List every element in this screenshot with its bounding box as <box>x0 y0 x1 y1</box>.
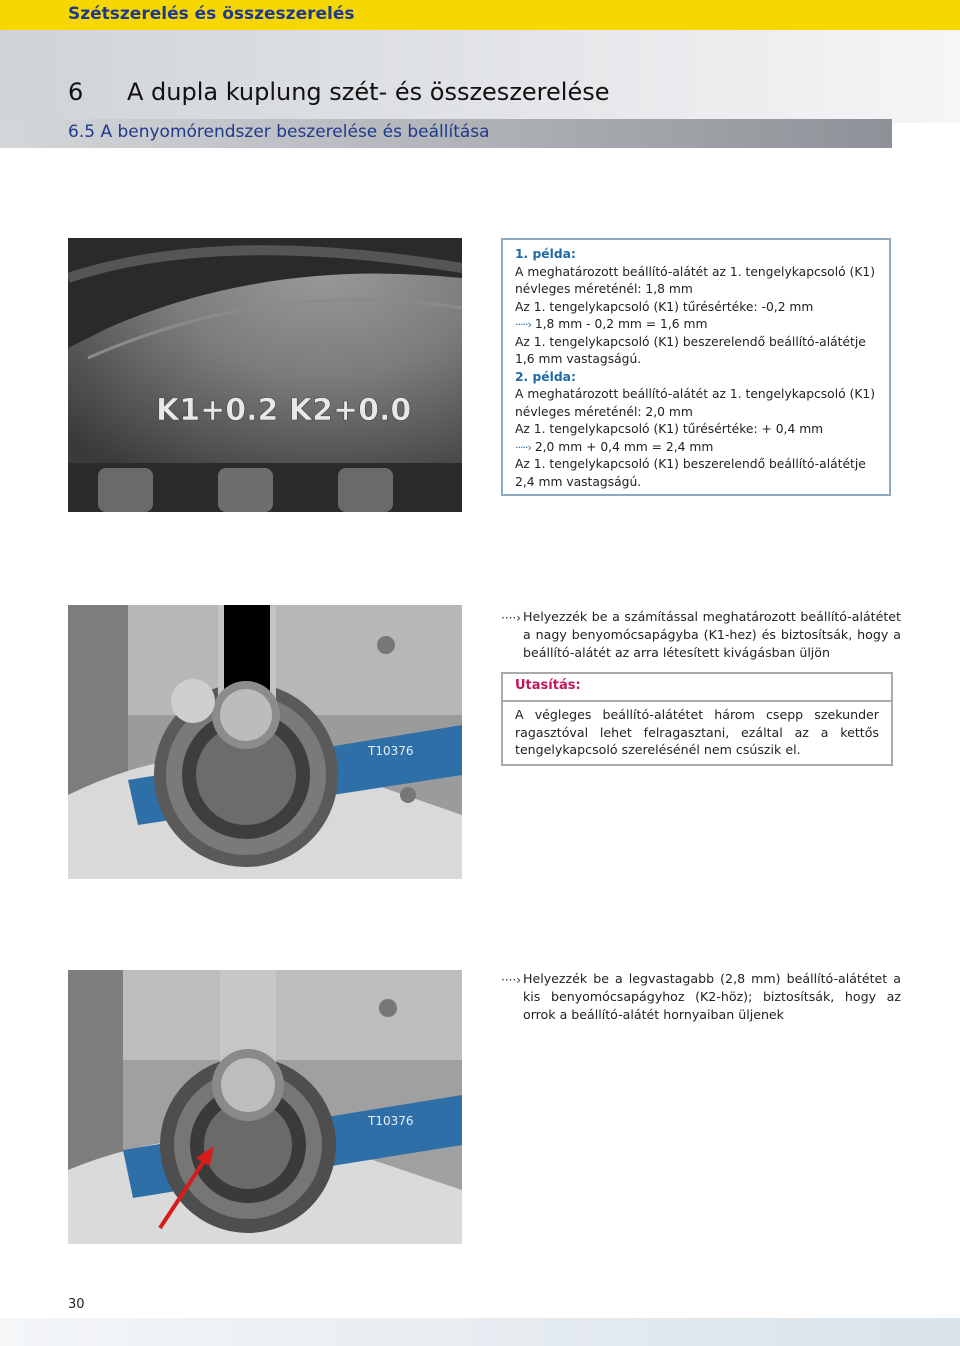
footer-bar <box>0 1318 960 1346</box>
example-box <box>501 238 891 496</box>
example2-line: 2,4 mm vastagságú. <box>515 474 642 489</box>
example1-line: 1,6 mm vastagságú. <box>515 352 642 366</box>
chapter-number: 6 <box>68 78 84 106</box>
example1-line: A meghatározott beállító-alátét az 1. tengelykapcsoló (K1) <box>515 264 876 279</box>
example2-line: névleges méreténél: 2,0 mm <box>515 404 693 419</box>
step-arrow-icon: ····› <box>501 611 522 625</box>
tool-label: T10376 <box>368 1114 414 1128</box>
instruction-step-2 <box>501 970 901 1024</box>
note-body: A végleges beállító-alátétet három csepp szekunder ragasztóval lehet felragasztani, ezáltal az a kettős tengelykapcsoló szerelésénél nem csúszik el. <box>515 707 879 757</box>
step-arrow-icon: ····› <box>501 973 522 987</box>
chapter-title: A dupla kuplung szét- és összeszerelése <box>127 78 610 106</box>
example2-line: A meghatározott beállító-alátét az 1. tengelykapcsoló (K1) <box>515 387 876 401</box>
example2-title: 2. példa: <box>515 369 576 384</box>
example1-calc: ·····› 1,8 mm - 0,2 mm = 1,6 mm <box>515 317 708 331</box>
large-bearing-photo <box>68 605 462 879</box>
section-title: Szétszerelés és összeszerelés <box>68 4 355 24</box>
clutch-marking-text: K1+0.2 K2+0.0 <box>156 393 412 428</box>
example1-line: névleges méreténél: 1,8 mm <box>515 282 693 296</box>
example2-calc: ·····› 2,0 mm + 0,4 mm = 2,4 mm <box>515 439 714 454</box>
page-number: 30 <box>68 1297 85 1312</box>
instruction-step-1 <box>501 608 901 662</box>
note-divider <box>503 700 891 702</box>
example1-line: Az 1. tengelykapcsoló (K1) beszerelendő beállító-alátétje <box>515 334 866 349</box>
note-box <box>501 672 893 766</box>
subsection-title: 6.5 A benyomórendszer beszerelése és beállítása <box>68 122 490 142</box>
step-2-text: Helyezzék be a legvastagabb (2,8 mm) beállító-alátétet a kis benyomócsapágyhoz (K2-höz); biztosítsák, hogy az orrok a beállító-alátét hornyaiban üljenek <box>523 971 901 1022</box>
example2-line: Az 1. tengelykapcsoló (K1) tűrésértéke: + 0,4 mm <box>515 422 824 436</box>
header-band <box>0 30 960 123</box>
example2-line: Az 1. tengelykapcsoló (K1) beszerelendő beállító-alátétje <box>515 457 866 471</box>
tool-label: T10376 <box>368 744 414 758</box>
step-1-text: Helyezzék be a számítással meghatározott beállító-alátétet a nagy benyomócsapágyba (K1-hez) és biztosítsák, hogy a beállító-alátét az arra létesített kivágásban üljön <box>523 609 901 660</box>
clutch-marking-photo <box>68 238 462 512</box>
arrow-icon: ·····› <box>515 440 531 454</box>
example1-line: Az 1. tengelykapcsoló (K1) tűrésértéke: -0,2 mm <box>515 299 814 314</box>
note-heading: Utasítás: <box>515 678 581 693</box>
small-bearing-photo <box>68 970 462 1244</box>
example1-title: 1. példa: <box>515 247 576 261</box>
arrow-icon: ·····› <box>515 318 531 331</box>
